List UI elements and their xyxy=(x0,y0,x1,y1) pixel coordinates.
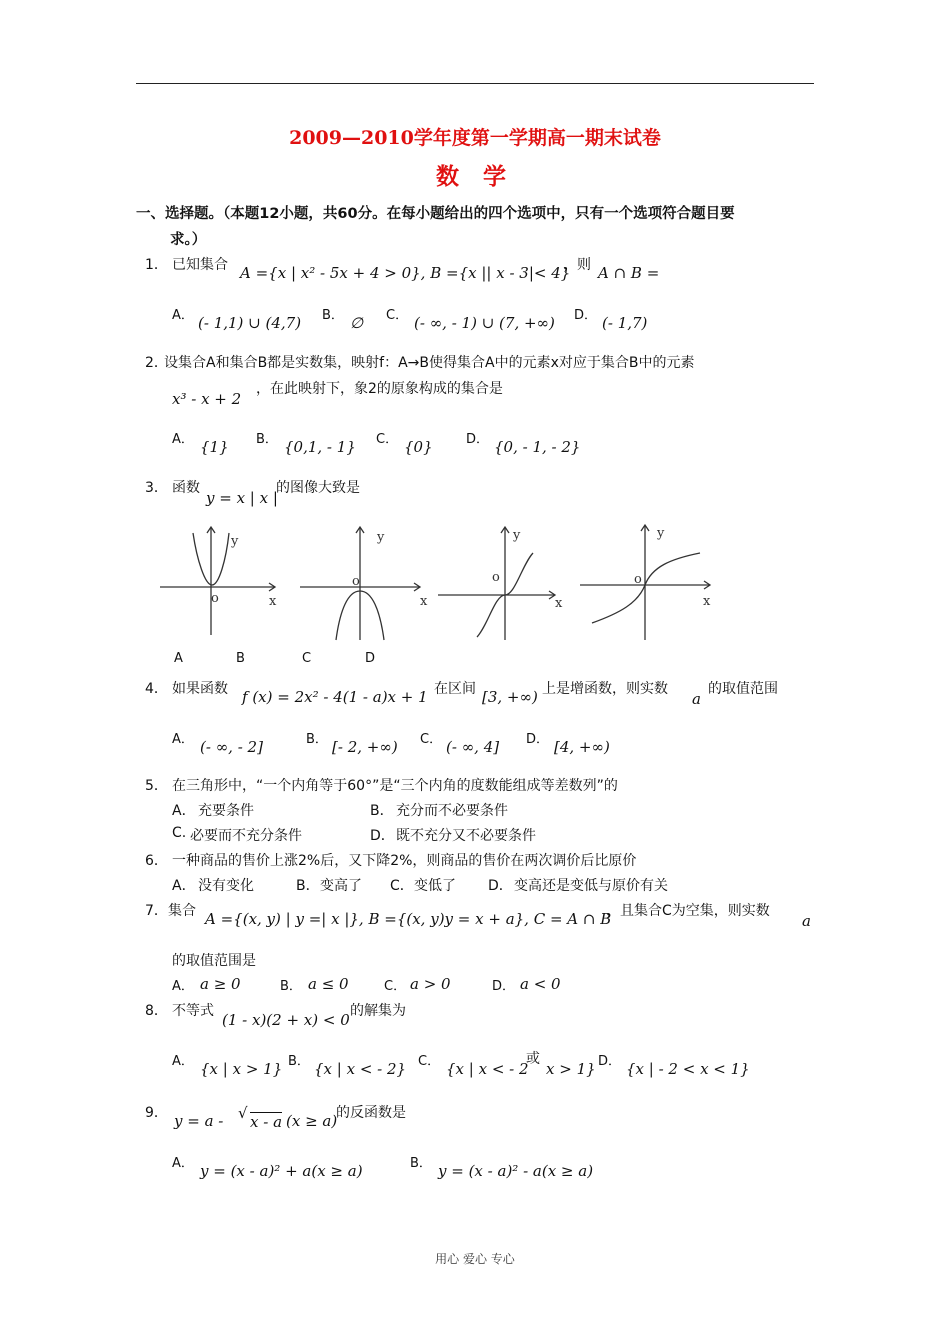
option-label: A． xyxy=(172,732,194,747)
axis-label: x xyxy=(420,594,428,609)
question-text: 的取值范围 xyxy=(708,681,778,697)
question-formula: x³ - x + 2 xyxy=(172,390,242,408)
question-text: 的取值范围是 xyxy=(172,953,256,969)
option-value: 充要条件 xyxy=(198,803,254,819)
question-formula: a xyxy=(692,690,701,708)
option-label: D． xyxy=(526,732,550,747)
option-value: a < 0 xyxy=(520,975,561,993)
graph-label: A xyxy=(174,651,183,666)
option-label: D． xyxy=(370,828,395,844)
option-value: ∅ xyxy=(350,314,364,332)
option-value: (- 1,7) xyxy=(602,314,648,332)
option-label: B． xyxy=(296,878,320,894)
question-text: 上是增函数，则实数 xyxy=(542,681,668,697)
exam-title: 2009—2010学年度第一学期高一期末试卷 xyxy=(289,127,661,149)
axis-label: y xyxy=(513,528,521,543)
option-value: y = (x - a)² + a(x ≥ a) xyxy=(200,1162,363,1180)
origin-label: o xyxy=(352,574,360,589)
question-number: 3． xyxy=(145,480,168,496)
question-text: ，在此映射下，象2的原象构成的集合是 xyxy=(256,381,503,397)
option-value: 必要而不充分条件 xyxy=(190,828,302,844)
option-label: A． xyxy=(172,878,196,894)
axis-label: x xyxy=(269,594,277,609)
graph-label: C xyxy=(302,651,312,666)
option-value: 变高还是变低与原价有关 xyxy=(514,878,668,894)
question-text: 的图像大致是 xyxy=(276,480,360,496)
option-label: C． xyxy=(390,878,414,894)
question-text: 如果函数 xyxy=(172,681,228,697)
question-text: 已知集合 xyxy=(172,257,228,273)
question-text: 不等式 xyxy=(172,1003,214,1019)
graph-a xyxy=(160,527,275,635)
graph-label: D xyxy=(365,651,376,666)
option-label: B． xyxy=(280,979,302,994)
question-number: 7． xyxy=(145,903,168,919)
option-connector: 或 xyxy=(526,1051,540,1067)
section-heading: 一、选择题。（本题12小题，共60分。在每小题给出的四个选项中，只有一个选项符合题目要 xyxy=(136,206,735,222)
axis-label: y xyxy=(377,530,385,545)
option-value: {1} xyxy=(200,438,229,456)
option-label: A． xyxy=(172,1054,194,1069)
question-text: ，且集合C为空集，则实数 xyxy=(606,903,770,919)
option-label: D． xyxy=(574,308,598,323)
question-formula: [3, +∞) xyxy=(482,688,538,706)
option-label: D． xyxy=(492,979,516,994)
option-value: {x | x > 1} xyxy=(200,1060,283,1078)
graph-d xyxy=(580,525,710,640)
sqrt-icon: √ xyxy=(238,1104,248,1122)
origin-label: o xyxy=(211,591,219,606)
question-text: 的解集为 xyxy=(350,1003,406,1019)
question-text: 在区间 xyxy=(434,681,476,697)
question-text: ，则 xyxy=(563,257,591,273)
option-value: (- ∞, - 2] xyxy=(200,738,263,756)
option-value: a ≤ 0 xyxy=(308,975,349,993)
axis-label: y xyxy=(657,526,665,541)
question-formula: y = x | x | xyxy=(206,489,278,507)
option-label: A． xyxy=(172,979,194,994)
question-number: 9． xyxy=(145,1105,168,1121)
question-number: 5． xyxy=(145,778,168,794)
option-label: C. xyxy=(172,825,187,841)
option-label: C． xyxy=(420,732,443,747)
option-value: x > 1} xyxy=(546,1060,596,1078)
question-formula: y = a - xyxy=(174,1112,224,1130)
option-value: {0, - 1, - 2} xyxy=(494,438,581,456)
question-formula: (x ≥ a) xyxy=(286,1112,338,1130)
option-value: (- ∞, - 1) ∪ (7, +∞) xyxy=(414,314,555,332)
option-label: D． xyxy=(488,878,513,894)
axis-label: x xyxy=(703,594,711,609)
option-label: C． xyxy=(418,1054,441,1069)
section-heading-cont: 求。） xyxy=(170,232,207,248)
option-label: B． xyxy=(410,1156,432,1171)
subject-title: 数 学 xyxy=(435,163,514,190)
question-number: 2． xyxy=(145,355,168,371)
radicand: x - a xyxy=(250,1113,283,1131)
page-footer: 用心 爱心 专心 xyxy=(435,1252,515,1266)
graph-b xyxy=(300,527,420,640)
option-value: (- ∞, 4] xyxy=(446,738,500,756)
option-value: {x | x < - 2} xyxy=(314,1060,407,1078)
option-value: (- 1,1) ∪ (4,7) xyxy=(198,314,302,332)
option-label: A． xyxy=(172,432,194,447)
option-label: C． xyxy=(384,979,407,994)
question-number: 6． xyxy=(145,853,168,869)
question-formula: a xyxy=(802,912,811,930)
question-formula: A ={x | x² - 5x + 4 > 0}, B ={x || x - 3|< 4} xyxy=(240,264,571,282)
question-number: 1． xyxy=(145,257,168,273)
option-label: A． xyxy=(172,308,194,323)
option-value: 既不充分又不必要条件 xyxy=(396,828,536,844)
header-rule xyxy=(136,83,814,84)
origin-label: o xyxy=(492,570,500,585)
question-text: 在三角形中，“一个内角等于60°”是“三个内角的度数能组成等差数列”的 xyxy=(172,778,618,794)
option-label: D． xyxy=(598,1054,622,1069)
option-value: {0} xyxy=(404,438,433,456)
option-value: {0,1, - 1} xyxy=(284,438,356,456)
origin-label: o xyxy=(634,572,642,587)
option-value: 变低了 xyxy=(414,878,456,894)
question-formula: A ={(x, y) | y =| x |}, B ={(x, y)y = x + a}, C = A ∩ B xyxy=(205,910,612,928)
question-number: 8． xyxy=(145,1003,168,1019)
option-value: {x | - 2 < x < 1} xyxy=(626,1060,750,1078)
option-label: A． xyxy=(172,803,196,819)
option-label: C． xyxy=(376,432,399,447)
question-formula: A ∩ B = xyxy=(598,264,660,282)
question-formula: f (x) = 2x² - 4(1 - a)x + 1 xyxy=(242,688,428,706)
option-label: B． xyxy=(322,308,344,323)
option-label: B． xyxy=(306,732,328,747)
option-value: y = (x - a)² - a(x ≥ a) xyxy=(438,1162,594,1180)
axis-label: y xyxy=(231,534,239,549)
option-value: 没有变化 xyxy=(198,878,254,894)
function-graphs xyxy=(155,515,730,650)
question-text: 一种商品的售价上涨2%后，又下降2%，则商品的售价在两次调价后比原价 xyxy=(172,853,637,869)
axis-label: x xyxy=(555,596,563,611)
question-text: 函数 xyxy=(172,480,200,496)
graph-label: B xyxy=(236,651,245,666)
option-label: D． xyxy=(466,432,490,447)
option-value: [4, +∞) xyxy=(554,738,610,756)
option-value: a > 0 xyxy=(410,975,451,993)
question-text: 的反函数是 xyxy=(336,1105,406,1121)
option-value: 变高了 xyxy=(320,878,362,894)
option-label: C． xyxy=(386,308,409,323)
option-label: B． xyxy=(256,432,278,447)
option-label: A． xyxy=(172,1156,194,1171)
option-label: B． xyxy=(288,1054,310,1069)
question-formula: (1 - x)(2 + x) < 0 xyxy=(222,1011,350,1029)
option-value: 充分而不必要条件 xyxy=(396,803,508,819)
option-value: a ≥ 0 xyxy=(200,975,241,993)
question-number: 4． xyxy=(145,681,168,697)
option-value: [- 2, +∞) xyxy=(332,738,398,756)
option-label: B． xyxy=(370,803,394,819)
question-text: 设集合A和集合B都是实数集，映射f：A→B使得集合A中的元素x对应于集合B中的元素 xyxy=(164,355,695,371)
question-text: 集合 xyxy=(168,903,196,919)
option-value: {x | x < - 2 xyxy=(446,1060,529,1078)
